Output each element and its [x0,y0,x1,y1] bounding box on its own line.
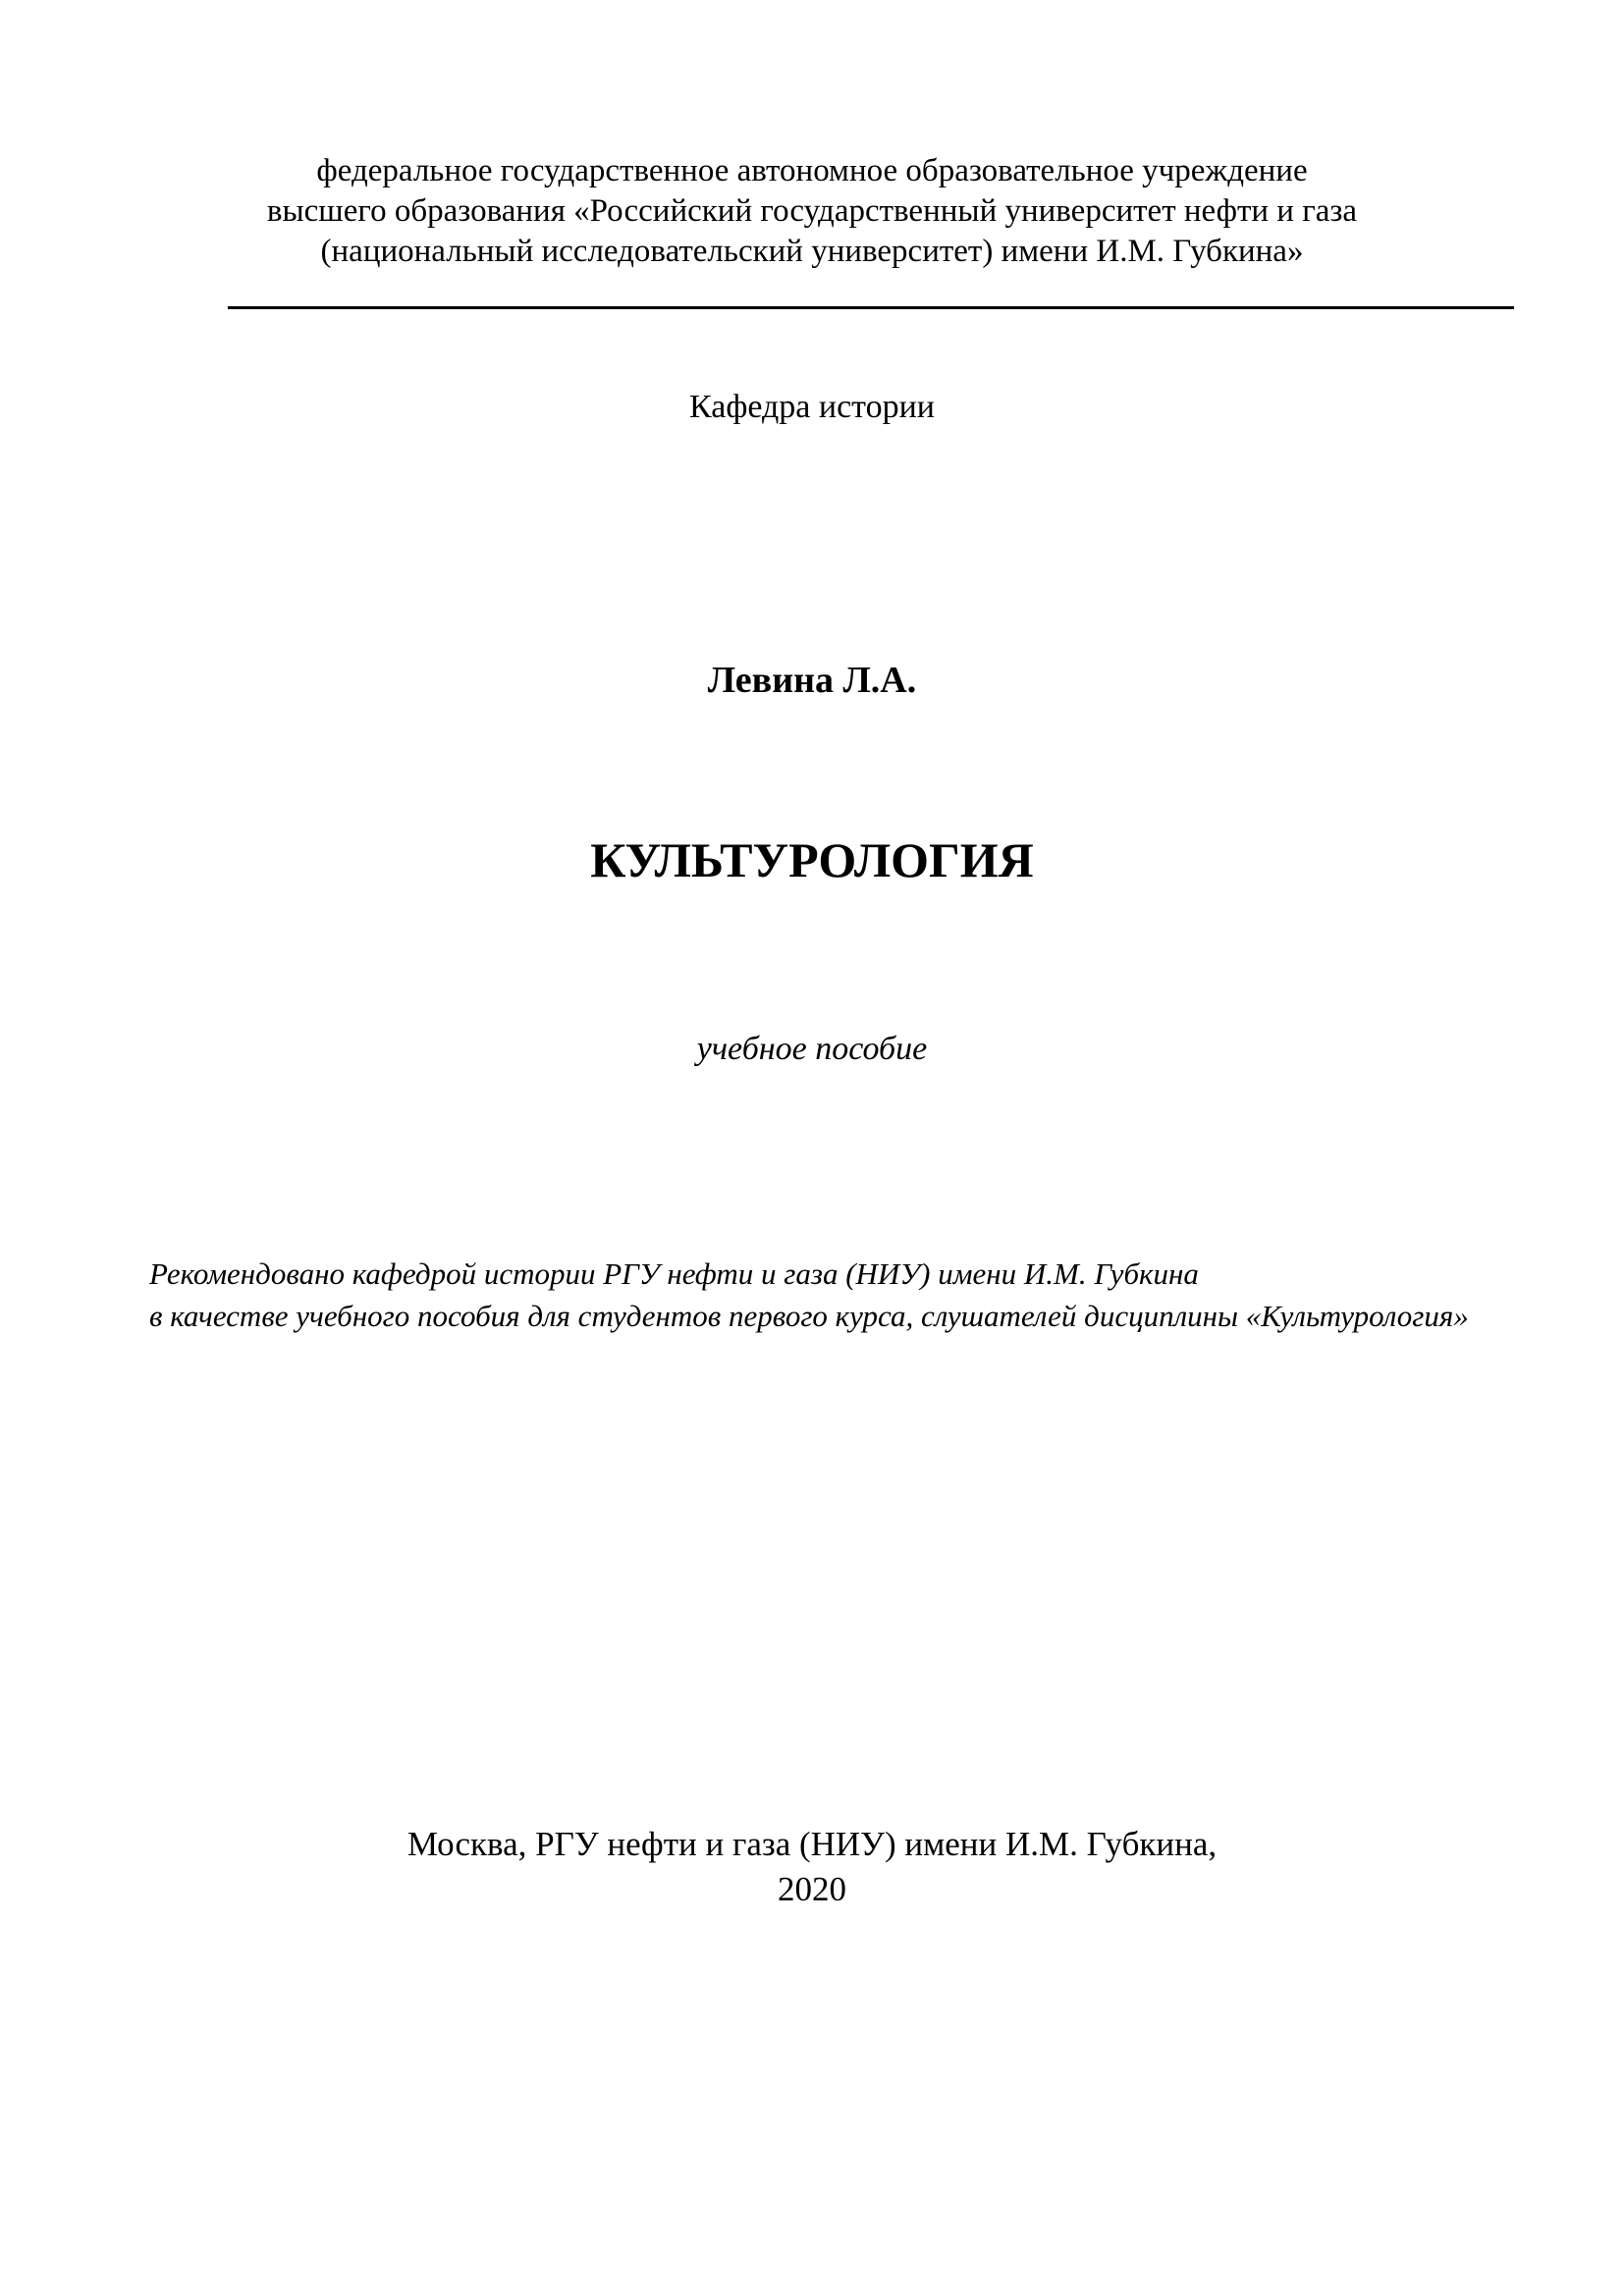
institution-line-1: федеральное государственное автономное образовательное учреждение [316,153,1308,188]
department-name: Кафедра истории [689,389,935,425]
recommendation-line-1: Рекомендовано кафедрой истории РГУ нефти и газа (НИУ) имени И.М. Губкина [149,1256,1199,1291]
recommendation-line-2: в качестве учебного пособия для студентов первого курса, слушателей дисциплины «Культурология» [149,1299,1469,1333]
header-divider [228,306,1514,309]
institution-line-2: высшего образования «Российский государственный университет нефти и газа [266,193,1358,229]
recommendation-note [149,1253,1469,1337]
institution-line-3: (национальный исследовательский университет) имени И.М. Губкина» [320,234,1304,269]
imprint-year: 2020 [778,1870,846,1908]
institution-header [0,151,1624,272]
imprint-place: Москва, РГУ нефти и газа (НИУ) имени И.М. Губкина, [406,1825,1218,1863]
document-title: КУЛЬТУРОЛОГИЯ [590,832,1034,887]
author-name: Левина Л.А. [707,660,917,701]
imprint [0,1822,1624,1912]
document-subtitle: учебное пособие [696,1031,928,1067]
